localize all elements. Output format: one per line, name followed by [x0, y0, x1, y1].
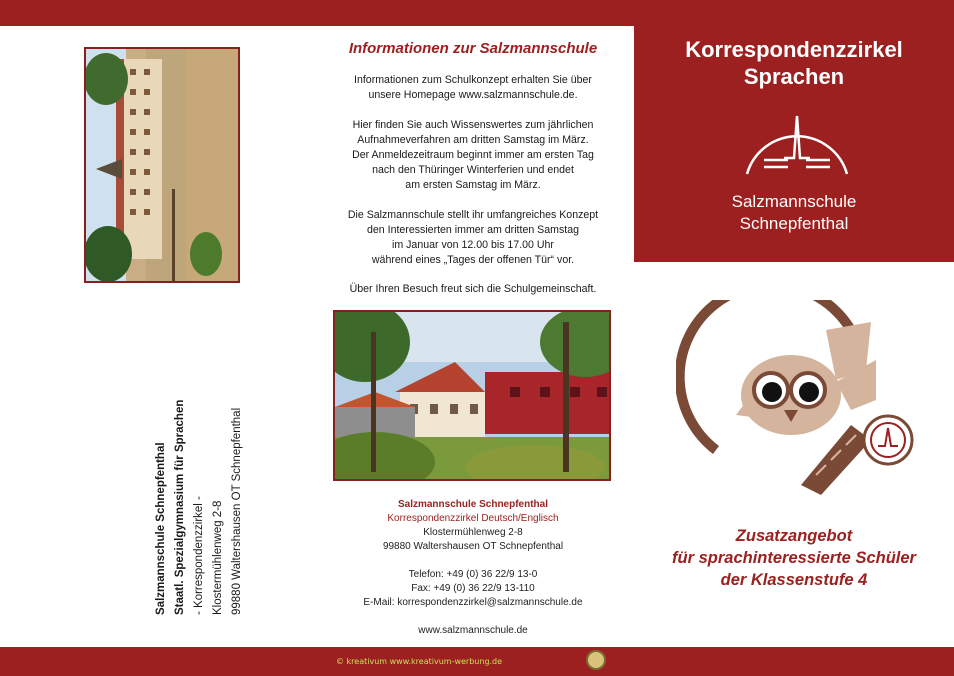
owl-magnifier-icon — [676, 300, 926, 500]
school-name-line: Salzmannschule — [731, 192, 857, 211]
footer-badge-icon — [586, 650, 606, 670]
address-line-street: Klostermühlenweg 2-8 — [212, 500, 224, 615]
info-title: Informationen zur Salzmannschule — [348, 40, 598, 57]
contact-street: Klostermühlenweg 2-8 — [423, 527, 523, 538]
address-line-city: 99880 Waltershausen OT Schnepfenthal — [231, 407, 243, 615]
tagline-line: für sprachinteressierte Schüler — [672, 549, 916, 567]
info-paragraph-open-day — [318, 208, 628, 268]
tagline — [634, 525, 954, 591]
info-paragraph-admission — [318, 118, 628, 193]
return-address — [152, 315, 252, 615]
campus-photo — [333, 310, 611, 481]
tagline-line: der Klassenstufe 4 — [720, 571, 868, 589]
open-day-line: im Januar von 12.00 bis 17.00 Uhr — [392, 239, 554, 251]
title-line: Sprachen — [743, 64, 845, 89]
contact-fax: Fax: +49 (0) 36 22/9 13-110 — [411, 583, 535, 594]
admission-line: Aufnahmeverfahren am dritten Samstag im März. — [357, 134, 589, 146]
contact-phone: Telefon: +49 (0) 36 22/9 13-0 — [408, 569, 538, 580]
school-building-photo — [84, 47, 240, 283]
info-paragraph-homepage: Informationen zum Schulkonzept erhalten Sie über unsere Homepage www.salzmannschule.de. — [354, 74, 592, 101]
address-line-subtitle: Staatl. Spezialgymnasium für Sprachen — [174, 399, 186, 615]
contact-name: Salzmannschule Schnepfenthal — [397, 499, 549, 510]
title-box — [634, 26, 954, 262]
school-name-line: Schnepfenthal — [739, 214, 849, 233]
title-line: Korrespondenzzirkel — [685, 37, 903, 62]
open-day-line: den Interessierten immer am dritten Samstag — [367, 224, 579, 236]
open-day-line: während eines „Tages der offenen Tür“ vor. — [371, 254, 575, 266]
admission-line: am ersten Samstag im März. — [405, 179, 541, 191]
address-line-school: Salzmannschule Schnepfenthal — [155, 442, 167, 615]
contact-email[interactable]: E-Mail: korrespondenzzirkel@salzmannschule.de — [363, 597, 583, 608]
admission-line: Der Anmeldezeitraum beginnt immer am ersten Tag — [352, 149, 594, 161]
contact-website[interactable]: www.salzmannschule.de — [418, 625, 528, 636]
brochure-title — [634, 36, 954, 90]
tagline-line: Zusatzangebot — [735, 527, 853, 545]
contact-city: 99880 Waltershausen OT Schnepfenthal — [382, 541, 564, 552]
school-name — [634, 191, 954, 235]
designer-credit[interactable]: © kreativum www.kreativum-werbung.de — [336, 657, 503, 666]
school-logo-icon — [742, 112, 852, 182]
info-paragraph-closing: Über Ihren Besuch freut sich die Schulgemeinschaft. — [349, 283, 597, 295]
address-line-dept: - Korrespondenzzirkel - — [193, 496, 205, 615]
contact-block — [318, 498, 628, 638]
contact-dept: Korrespondenzzirkel Deutsch/Englisch — [387, 513, 559, 524]
admission-line: Hier finden Sie auch Wissenswertes zum jährlichen — [352, 119, 594, 131]
open-day-line: Die Salzmannschule stellt ihr umfangreiches Konzept — [347, 209, 599, 221]
admission-line: nach den Thüringer Winterferien und endet — [372, 164, 574, 176]
